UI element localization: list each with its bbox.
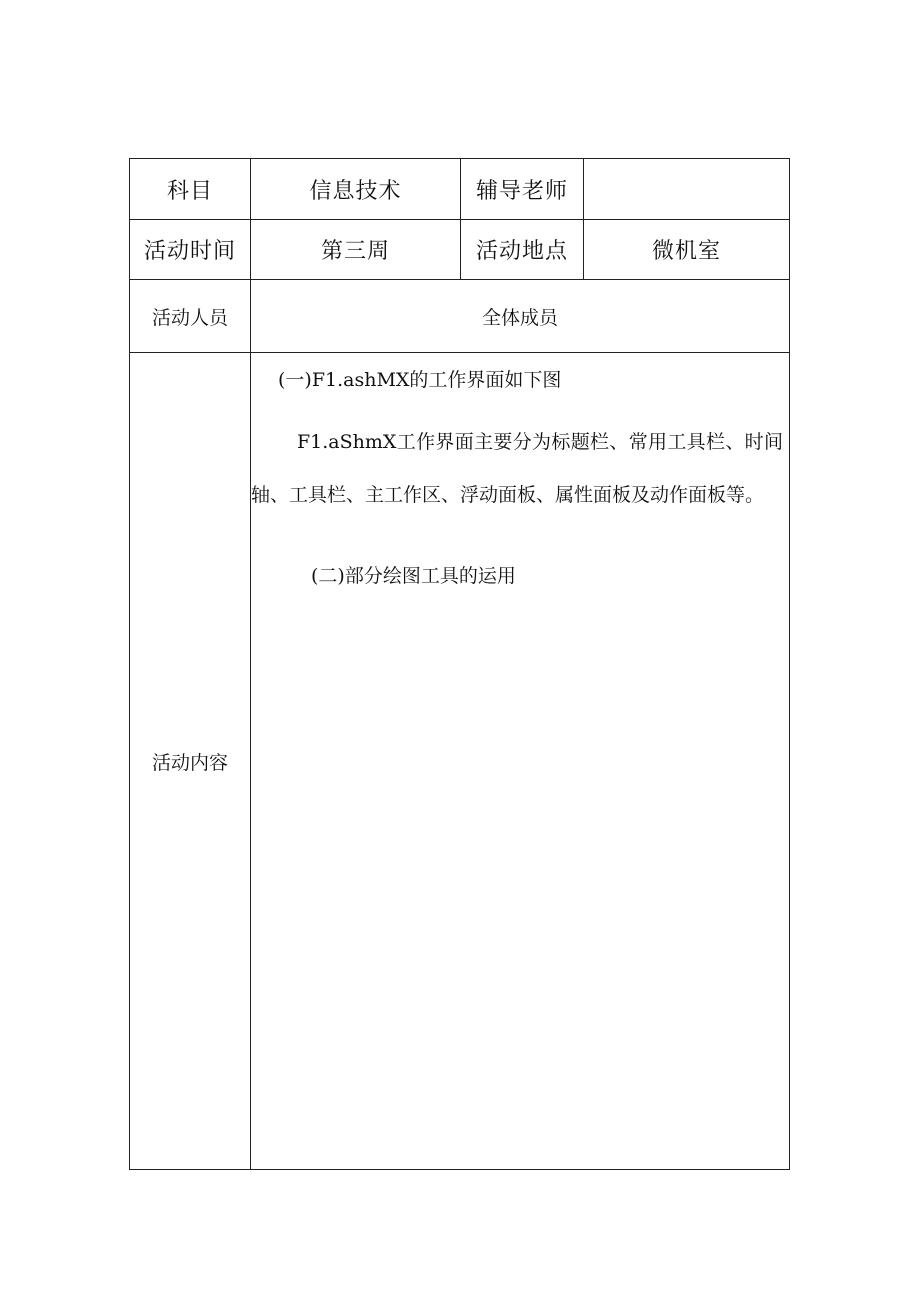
time-label: 活动时间: [143, 239, 236, 264]
tutor-label: 辅导老师: [475, 178, 568, 204]
content-label: 活动内容: [151, 751, 228, 774]
subject-value: 信息技术: [309, 178, 402, 204]
place-value: 微机室: [651, 239, 721, 264]
tutor-value: [584, 159, 789, 219]
time-value: 第三周: [320, 239, 390, 264]
subject-label: 科目: [166, 178, 213, 204]
content-paragraph-3: (二)部分绘图工具的运用: [311, 565, 516, 587]
content-paragraph-2: F1.aShmX工作界面主要分为标题栏、常用工具栏、时间轴、工具栏、主工作区、浮动面板、属性面板及动作面板等。: [251, 431, 783, 506]
content-paragraph-1: (一)F1.ashMX的工作界面如下图: [278, 369, 562, 391]
members-value: 全体成员: [481, 306, 558, 329]
activity-record-table: [129, 158, 790, 1170]
members-label: 活动人员: [151, 306, 228, 329]
place-label: 活动地点: [475, 239, 568, 264]
